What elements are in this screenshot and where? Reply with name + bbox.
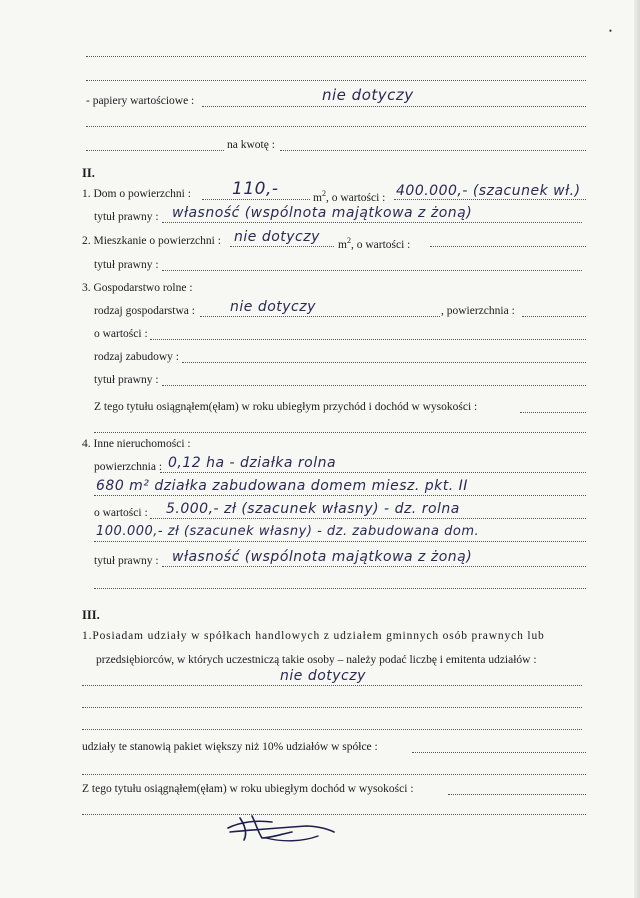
farm-buildings-label: rodzaj zabudowy :	[94, 351, 179, 363]
house-title-label: tytuł prawny :	[94, 211, 159, 223]
other-value-2: 100.000,- zł (szacunek własny) - dz. zabudowana dom.	[96, 524, 480, 539]
flat-value: nie dotyczy	[234, 229, 320, 245]
flat-unit: $m^2$, o wartości :	[338, 236, 411, 251]
other-title-field[interactable]	[162, 566, 586, 567]
flat-area-field[interactable]	[230, 246, 334, 247]
farm-area-label: , powierzchnia :	[441, 305, 515, 317]
pakiet-label: udziały te stanowią pakiet większy niż 10% udziałów w spółce :	[82, 741, 378, 753]
house-area-field[interactable]	[202, 199, 310, 200]
securities-field[interactable]	[202, 106, 586, 107]
income-field[interactable]	[448, 794, 586, 795]
blank-line	[94, 588, 586, 589]
other-area-value-2: 680 m² działka zabudowana domem miesz. pkt. II	[96, 478, 468, 494]
farm-title-label: tytuł prawny :	[94, 374, 159, 386]
securities-value: nie dotyczy	[322, 86, 414, 104]
farm-type-field[interactable]	[200, 316, 440, 317]
amount-field[interactable]	[280, 150, 586, 151]
farm-area-field[interactable]	[522, 316, 586, 317]
other-value-1: 5.000,- zł (szacunek własny) - dz. rolna	[166, 501, 460, 517]
flat-label: 2. Mieszkanie o powierzchni :	[82, 235, 221, 247]
farm-buildings-field[interactable]	[182, 362, 586, 363]
farm-income-label: Z tego tytułu osiągnąłem(ęłam) w roku ubiegłym przychód i dochód w wysokości :	[94, 401, 478, 413]
flat-title-field[interactable]	[162, 270, 582, 271]
blank-line	[86, 56, 586, 57]
blank-line	[94, 432, 586, 433]
income-label: Z tego tytułu osiągnąłem(ęłam) w roku ubiegłym dochód w wysokości :	[82, 783, 414, 795]
farm-income-field[interactable]	[520, 412, 586, 413]
flat-value-field[interactable]	[430, 246, 586, 247]
shares-field[interactable]	[82, 685, 582, 686]
house-unit: $m^2$, o wartości :	[313, 189, 386, 204]
farm-title-field[interactable]	[162, 385, 586, 386]
house-title-value: własność (wspólnota majątkowa z żoną)	[172, 205, 473, 221]
house-area-value: 110,-	[232, 179, 279, 199]
shares-text-1: 1.Posiadam udziały w spółkach handlowych z udziałem gminnych osób prawnych lub	[82, 630, 545, 642]
other-area-field-2[interactable]	[94, 495, 586, 496]
house-value: 400.000,- (szacunek wł.)	[396, 183, 581, 199]
other-title-value: własność (wspólnota majątkowa z żoną)	[172, 549, 473, 565]
securities-label: - papiery wartościowe :	[86, 95, 195, 107]
other-area-value-1: 0,12 ha - działka rolna	[168, 455, 337, 471]
house-title-field[interactable]	[162, 222, 582, 223]
farm-type-label: rodzaj gospodarstwa :	[94, 305, 195, 317]
blank-line	[86, 126, 586, 127]
house-label: 1. Dom o powierzchni :	[82, 188, 191, 200]
other-value-field[interactable]	[150, 518, 586, 519]
other-value-field-2[interactable]	[94, 541, 586, 542]
signature	[222, 812, 340, 844]
other-value-label: o wartości :	[94, 507, 148, 519]
pakiet-field[interactable]	[412, 752, 586, 753]
blank-line	[82, 707, 582, 708]
other-title-label: tytuł prawny :	[94, 555, 159, 567]
farm-label: 3. Gospodarstwo rolne :	[82, 282, 193, 294]
other-area-field[interactable]	[160, 472, 586, 473]
other-area-label: powierzchnia :	[94, 461, 163, 473]
flat-title-label: tytuł prawny :	[94, 259, 159, 271]
section-3-heading: III.	[82, 608, 100, 622]
corner-mark: •	[608, 26, 612, 36]
amount-leader	[86, 150, 224, 151]
farm-value-field[interactable]	[150, 339, 586, 340]
other-property-label: 4. Inne nieruchomości :	[82, 438, 191, 450]
shares-value: nie dotyczy	[280, 668, 366, 684]
shares-text-2: przedsiębiorców, w których uczestniczą takie osoby – należy podać liczbę i emitenta udziałów :	[96, 654, 537, 666]
farm-type-value: nie dotyczy	[230, 299, 316, 315]
blank-line	[86, 80, 586, 81]
amount-label: na kwotę :	[227, 139, 275, 151]
page-edge-shadow	[634, 0, 640, 898]
blank-line	[82, 774, 586, 775]
section-2-heading: II.	[82, 166, 95, 180]
blank-line	[82, 729, 582, 730]
farm-value-label: o wartości :	[94, 328, 148, 340]
